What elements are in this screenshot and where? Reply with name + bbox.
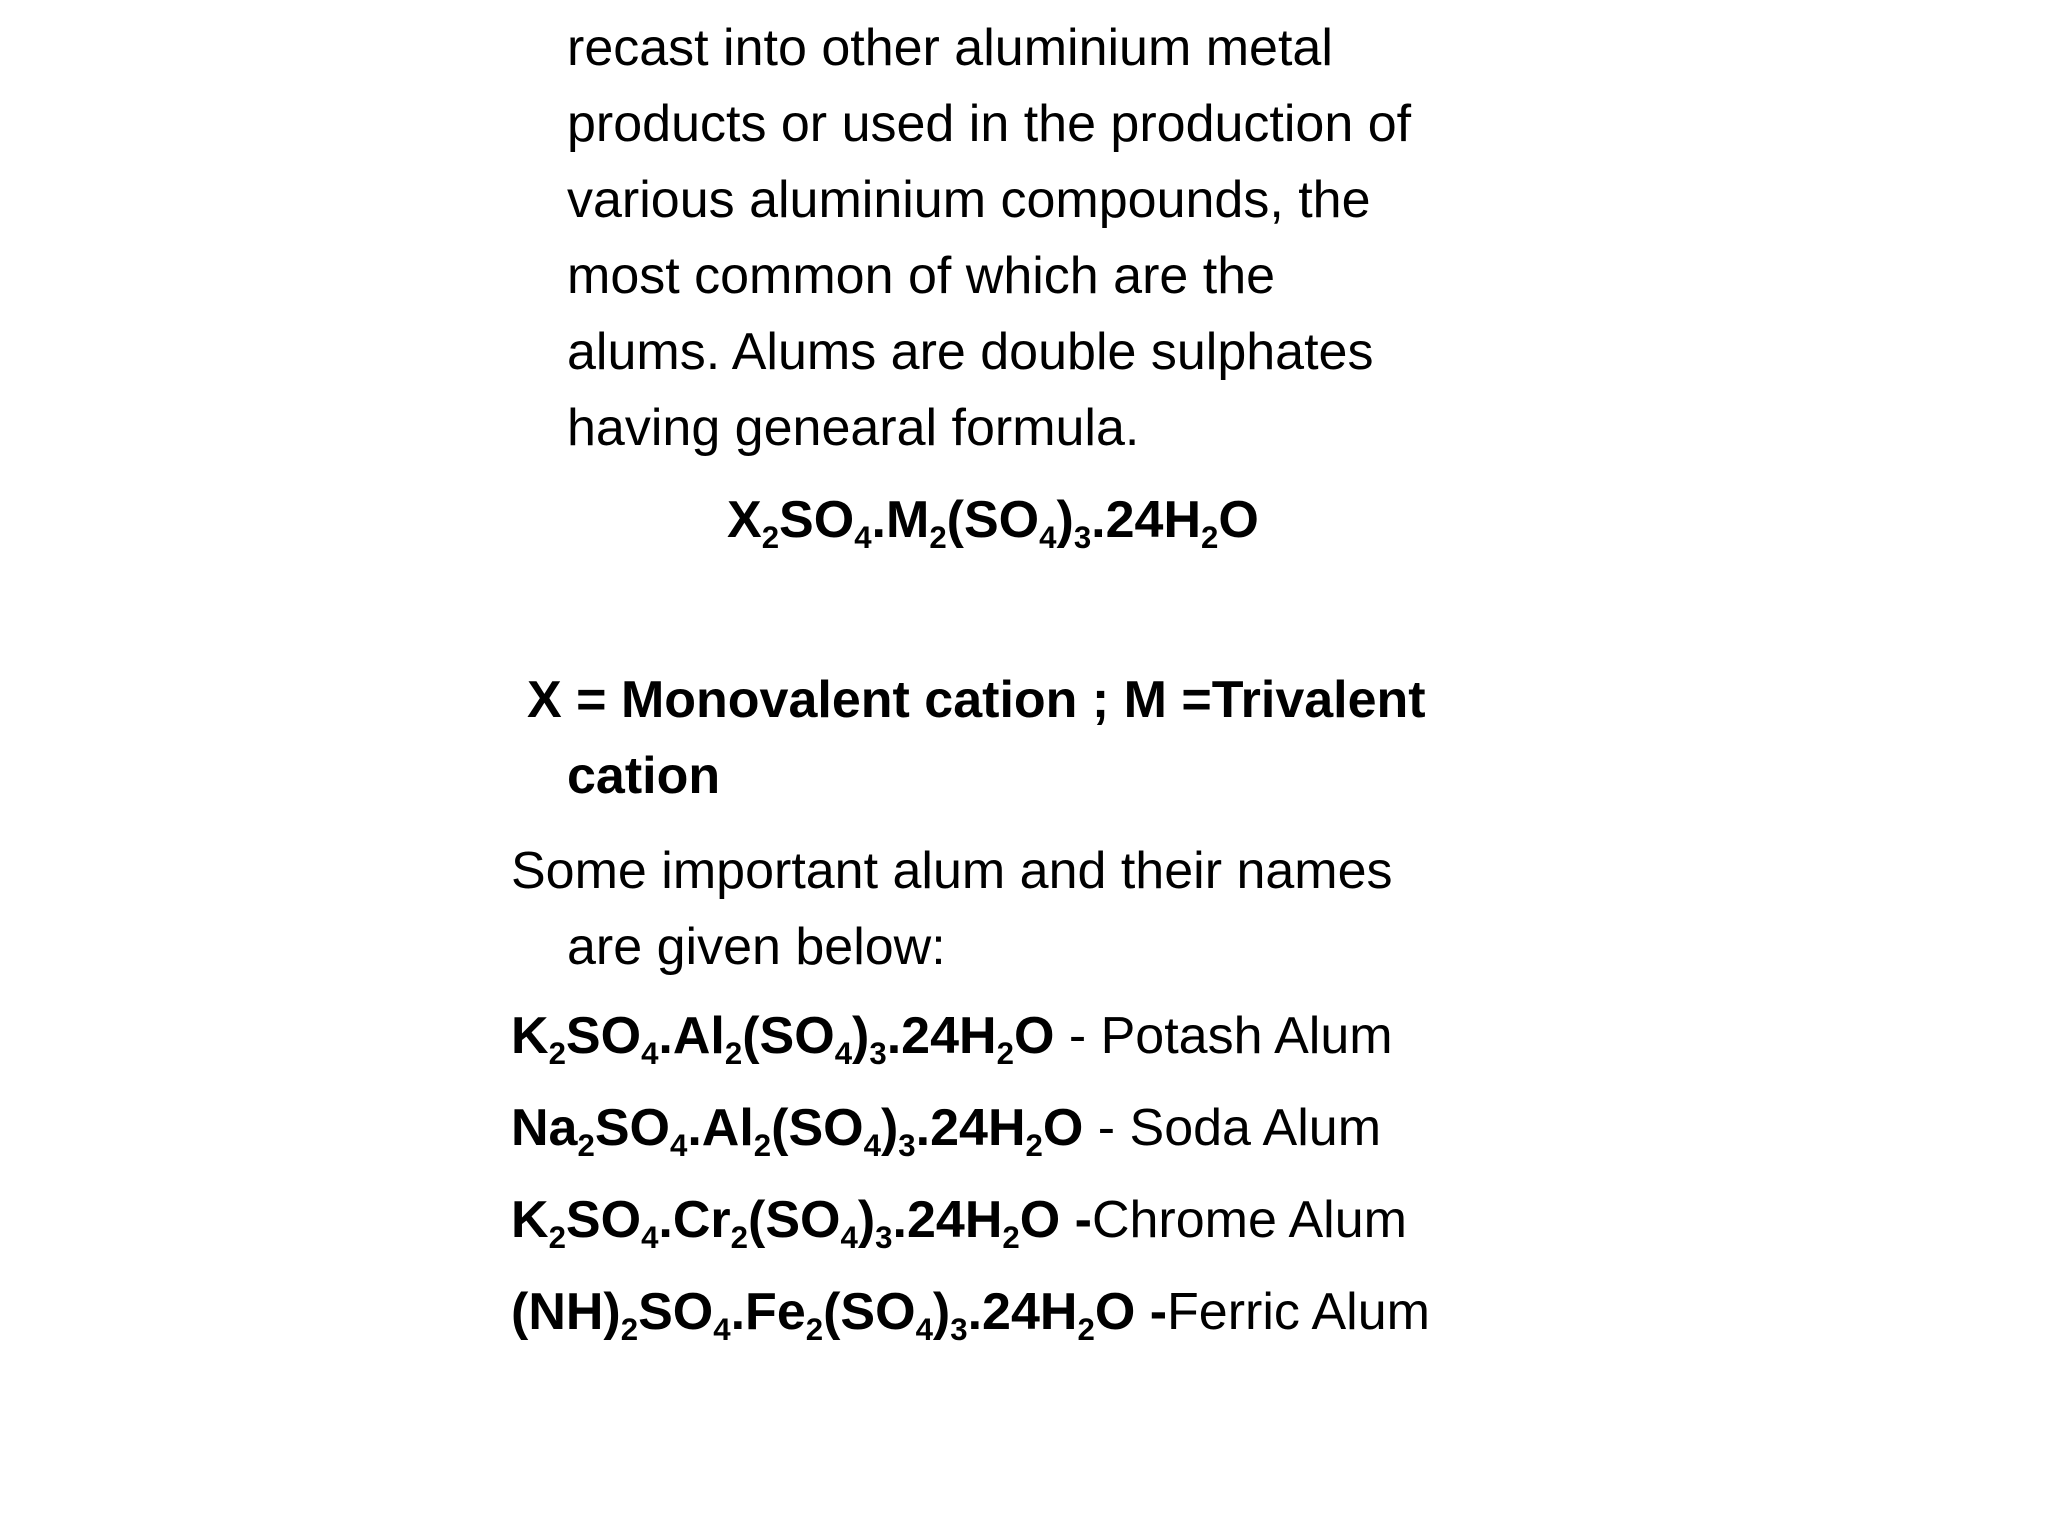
definition-line: cation xyxy=(567,747,721,805)
alum-formula: $K_2SO_4.Al_2(SO_4)_3.24H_2O$ xyxy=(511,1007,1055,1071)
alum-row-ferric xyxy=(511,1282,1430,1347)
alum-row-chrome xyxy=(511,1190,1407,1255)
intro-line: are given below: xyxy=(567,918,946,976)
alum-name: Potash Alum xyxy=(1100,1007,1393,1065)
alum-name: Soda Alum xyxy=(1129,1099,1382,1157)
alum-formula: $Na_2SO_4.Al_2(SO_4)_3.24H_2O$ xyxy=(511,1099,1084,1163)
intro-line: Some important alum and their names xyxy=(511,842,1393,900)
alum-name: Chrome Alum xyxy=(1091,1191,1407,1249)
alum-separator: - xyxy=(1060,1191,1092,1249)
paragraph-line: having genearal formula. xyxy=(567,399,1140,457)
alum-row-soda xyxy=(511,1098,1382,1163)
alum-separator: - xyxy=(1054,1007,1101,1065)
alum-formula: $(NH)_2SO_4.Fe_2(SO_4)_3.24H_2O$ xyxy=(511,1283,1136,1347)
paragraph-line: alums. Alums are double sulphates xyxy=(567,323,1374,381)
alum-separator: - xyxy=(1083,1099,1130,1157)
alum-separator: - xyxy=(1135,1283,1168,1341)
alum-row-potash xyxy=(511,1006,1393,1071)
definition-line: X = Monovalent cation ; M =Trivalent xyxy=(527,671,1426,729)
paragraph-line: various aluminium compounds, the xyxy=(567,171,1371,229)
alum-formula: $K_2SO_4.Cr_2(SO_4)_3.24H_2O$ xyxy=(511,1191,1061,1255)
paragraph-line: most common of which are the xyxy=(567,247,1276,305)
alum-name: Ferric Alum xyxy=(1167,1283,1430,1341)
paragraph-line: recast into other aluminium metal xyxy=(567,19,1333,77)
general-formula: $X_2SO_4.M_2(SO_4)_3.24H_2O$ xyxy=(727,491,1259,555)
paragraph-line: products or used in the production of xyxy=(567,95,1412,153)
